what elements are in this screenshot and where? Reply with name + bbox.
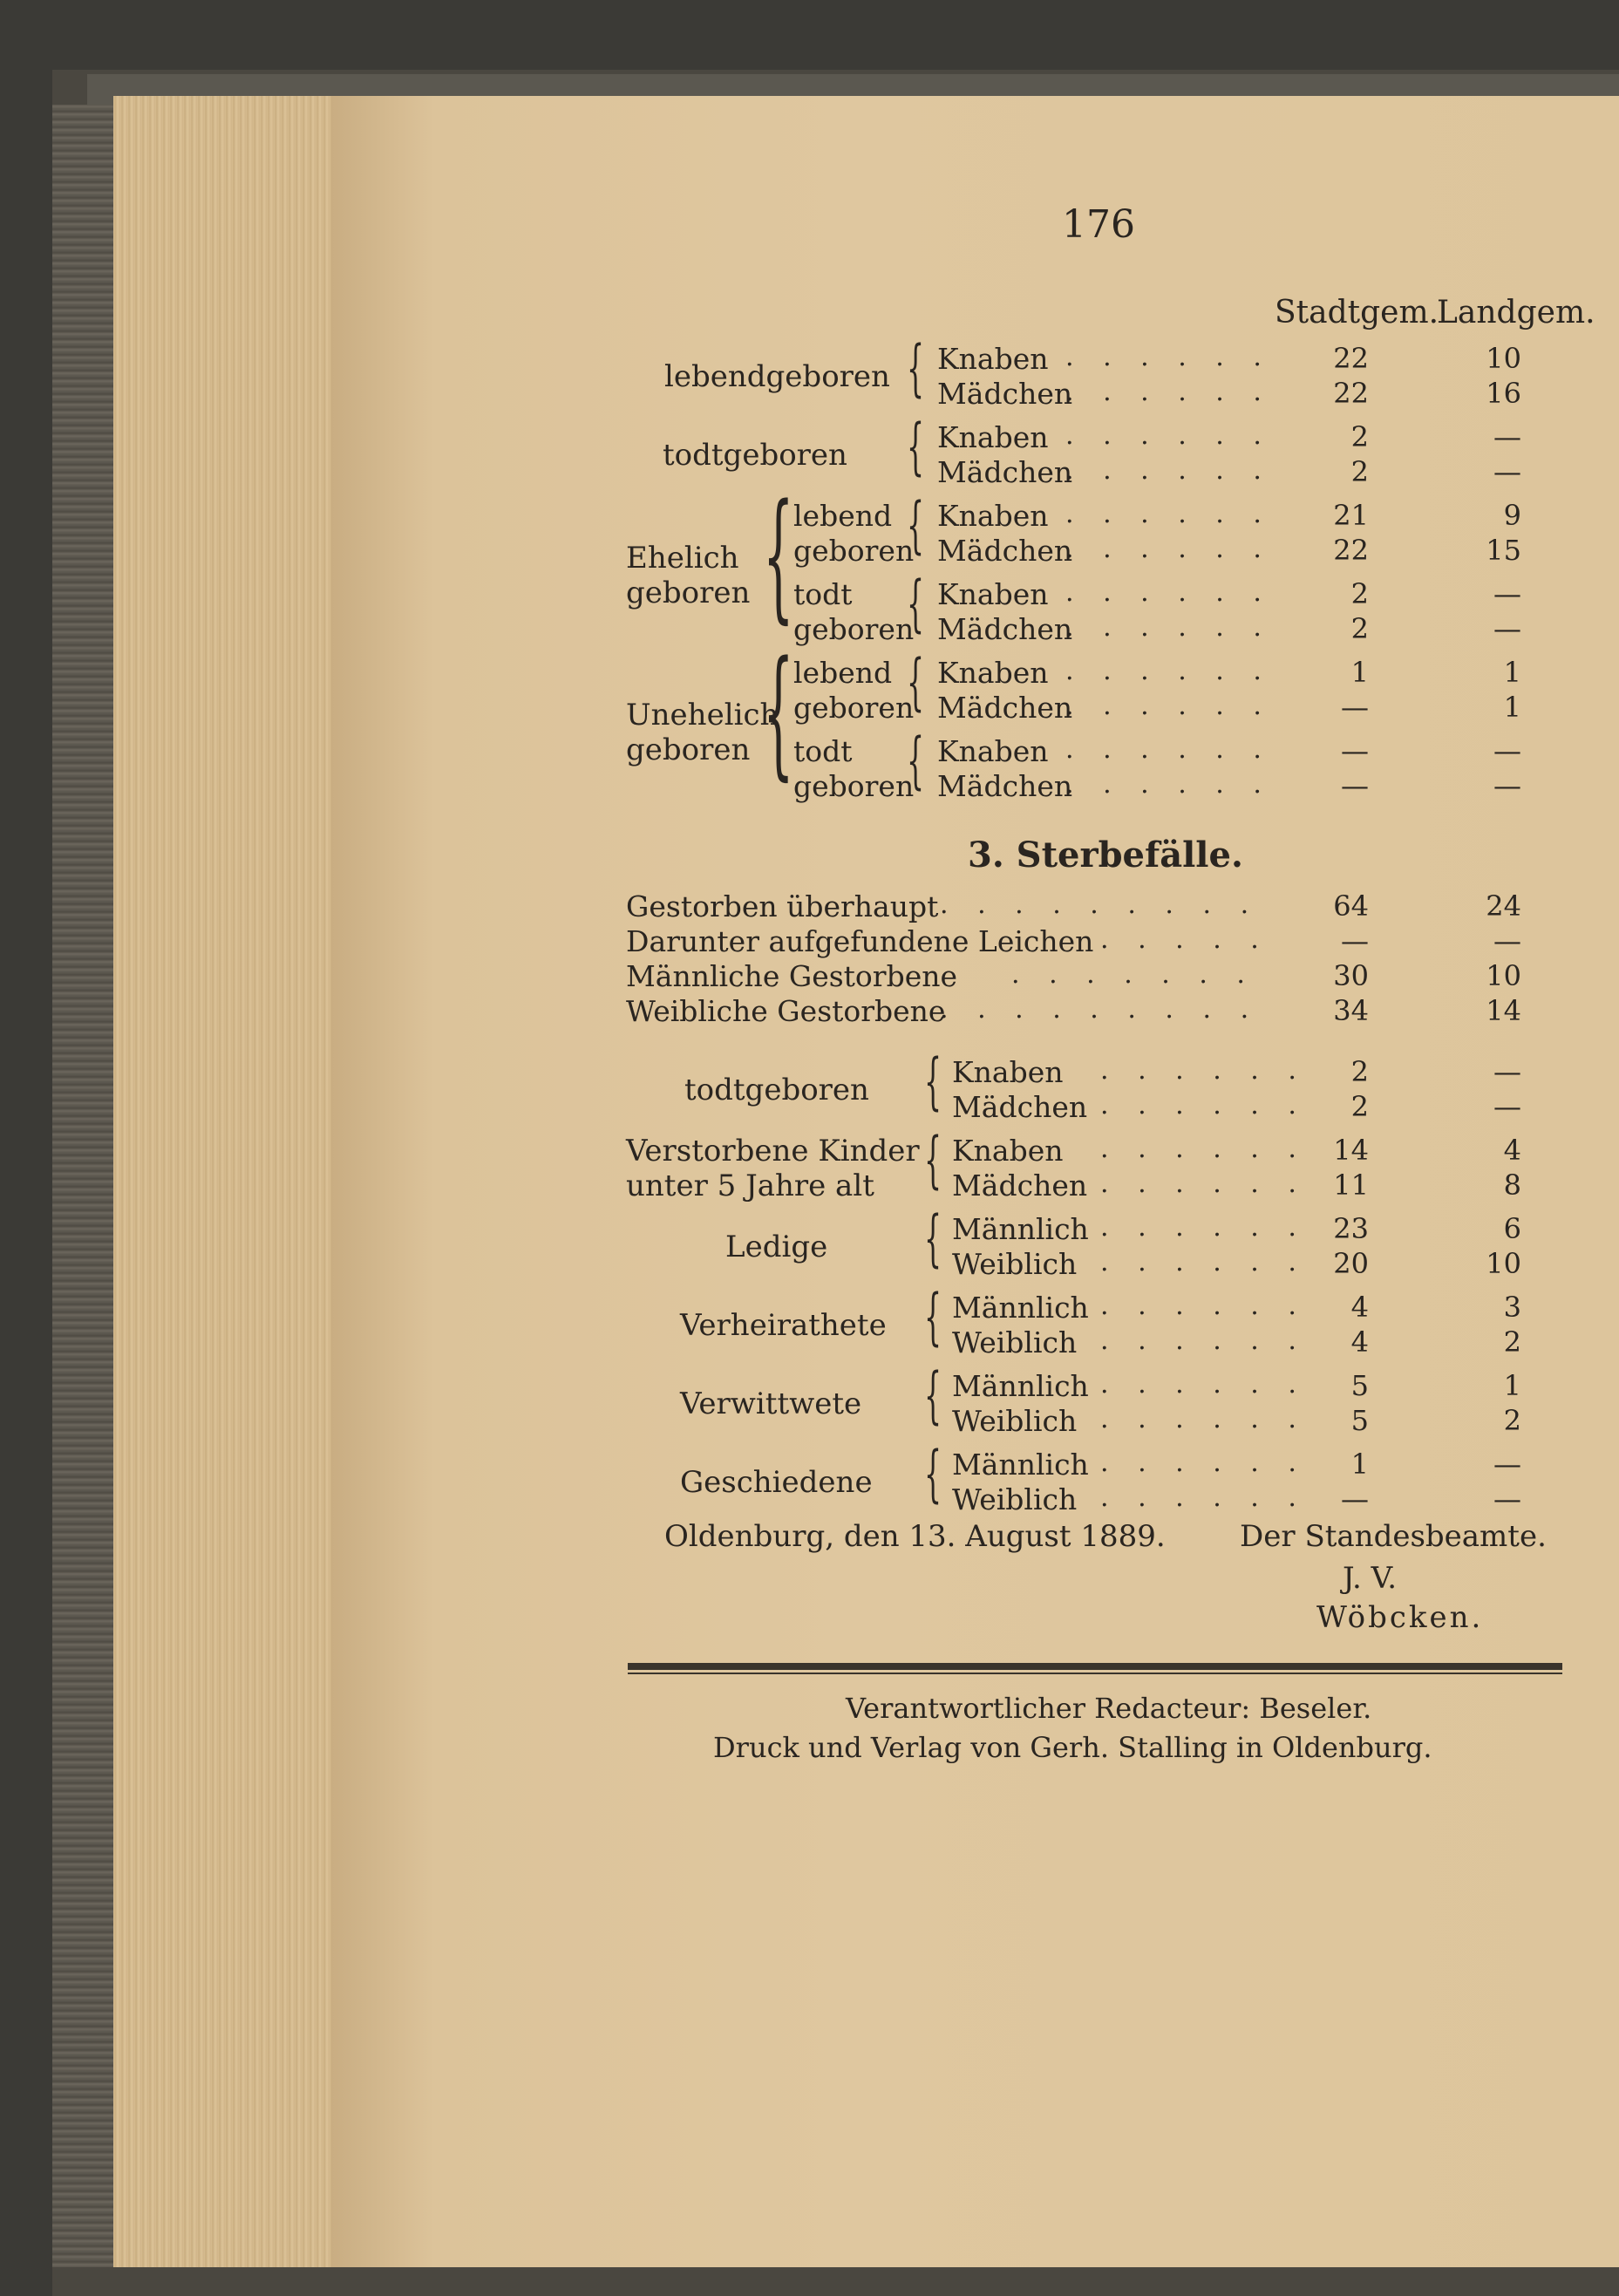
value-land: — bbox=[1493, 734, 1521, 767]
row-label: Weiblich bbox=[952, 1325, 1078, 1359]
value-land: 3 bbox=[1503, 1291, 1521, 1324]
brace-icon: { bbox=[763, 630, 794, 794]
group-label: Verheirathete bbox=[680, 1308, 887, 1343]
section-title: 3. Sterbefälle. bbox=[968, 835, 1243, 875]
brace-icon: { bbox=[924, 1203, 942, 1274]
leader-dots: . . . . . . bbox=[1065, 377, 1272, 407]
sub-label-2: geboren bbox=[793, 691, 915, 725]
group-label: Verwittwete bbox=[680, 1386, 862, 1421]
value-land: — bbox=[1493, 1448, 1521, 1481]
value-land: 8 bbox=[1503, 1168, 1521, 1202]
group-label: Ledige bbox=[725, 1230, 828, 1264]
row-label: Knaben bbox=[937, 420, 1049, 454]
row-label: Männliche Gestorbene bbox=[626, 959, 957, 993]
row-label: Mädchen bbox=[937, 612, 1073, 646]
leader-dots: . . . . . . bbox=[1065, 420, 1272, 451]
row-label: Mädchen bbox=[952, 1168, 1088, 1203]
col-header-land: Landgem. bbox=[1437, 295, 1595, 330]
row-label: Weiblich bbox=[952, 1482, 1078, 1516]
row-label: Darunter aufgefundene Leichen bbox=[626, 924, 1094, 958]
leader-dots: . . . . . . bbox=[1100, 1448, 1307, 1478]
value-land: — bbox=[1493, 420, 1521, 453]
editor-line: Verantwortlicher Redacteur: Beseler. bbox=[846, 1692, 1372, 1725]
value-stadt: 30 bbox=[1333, 959, 1369, 992]
value-stadt: — bbox=[1341, 924, 1369, 957]
value-land: — bbox=[1493, 924, 1521, 957]
col-header-stadt: Stadtgem. bbox=[1275, 295, 1439, 330]
row-label: Gestorben überhaupt bbox=[626, 889, 939, 923]
row-label: Mädchen bbox=[952, 1090, 1088, 1124]
book-spine-edge bbox=[52, 105, 113, 2267]
row-label: Mädchen bbox=[937, 377, 1073, 411]
sub-label-1: lebend bbox=[793, 656, 893, 690]
value-land: 2 bbox=[1503, 1325, 1521, 1359]
value-land: 15 bbox=[1486, 534, 1521, 567]
group-label-1: Verstorbene Kinder bbox=[626, 1134, 920, 1168]
leader-dots: . . . . . . bbox=[1065, 342, 1272, 372]
leader-dots: . . . . . . bbox=[1065, 499, 1272, 529]
value-land: 10 bbox=[1486, 342, 1521, 375]
leader-dots: . . . . . . bbox=[1065, 455, 1272, 486]
row-label: Knaben bbox=[937, 734, 1049, 768]
value-stadt: 22 bbox=[1333, 377, 1369, 410]
brace-icon: { bbox=[907, 568, 925, 639]
brace-icon: { bbox=[907, 411, 925, 482]
value-land: 2 bbox=[1503, 1404, 1521, 1437]
value-land: 10 bbox=[1486, 959, 1521, 992]
sub-label-2: geboren bbox=[793, 534, 915, 568]
value-stadt: 2 bbox=[1350, 612, 1369, 645]
value-stadt: 64 bbox=[1333, 889, 1369, 923]
value-land: 1 bbox=[1503, 691, 1521, 724]
value-stadt: 2 bbox=[1350, 1090, 1369, 1123]
value-land: 14 bbox=[1486, 994, 1521, 1027]
leader-dots: . . . . . . bbox=[1065, 734, 1272, 765]
brace-icon: { bbox=[763, 474, 794, 637]
page-number: 176 bbox=[1062, 202, 1135, 247]
value-land: — bbox=[1493, 1090, 1521, 1123]
sub-label-2: geboren bbox=[793, 769, 915, 803]
brace-icon: { bbox=[924, 1281, 942, 1352]
value-stadt: 4 bbox=[1350, 1291, 1369, 1324]
value-stadt: 5 bbox=[1350, 1369, 1369, 1402]
value-stadt: 2 bbox=[1350, 1055, 1369, 1088]
leader-dots: . . . . . . bbox=[1100, 1482, 1307, 1513]
leader-dots: . . . . . bbox=[1100, 924, 1269, 955]
row-label: Knaben bbox=[937, 656, 1049, 690]
value-stadt: 2 bbox=[1350, 420, 1369, 453]
row-label: Knaben bbox=[952, 1055, 1064, 1089]
value-land: 4 bbox=[1503, 1134, 1521, 1167]
sub-label-1: lebend bbox=[793, 499, 893, 533]
row-label: Weibliche Gestorbene bbox=[626, 994, 946, 1028]
brace-icon: { bbox=[907, 725, 925, 796]
row-label: Knaben bbox=[952, 1134, 1064, 1168]
leader-dots: . . . . . . bbox=[1100, 1404, 1307, 1434]
row-label: Männlich bbox=[952, 1448, 1089, 1482]
value-stadt: 34 bbox=[1333, 994, 1369, 1027]
leader-dots: . . . . . . bbox=[1100, 1134, 1307, 1164]
value-stadt: 21 bbox=[1333, 499, 1369, 532]
signer-initials: J. V. bbox=[1343, 1561, 1398, 1596]
value-stadt: 22 bbox=[1333, 342, 1369, 375]
sub-label-1: todt bbox=[793, 734, 853, 768]
value-land: 24 bbox=[1486, 889, 1521, 923]
value-land: 1 bbox=[1503, 656, 1521, 689]
leader-dots: . . . . . . bbox=[1100, 1168, 1307, 1199]
leader-dots: . . . . . . bbox=[1065, 577, 1272, 608]
footer-rule-thin bbox=[628, 1673, 1562, 1674]
value-stadt: 20 bbox=[1333, 1247, 1369, 1280]
sub-label-2: geboren bbox=[793, 612, 915, 646]
value-land: 16 bbox=[1486, 377, 1521, 410]
leader-dots: . . . . . . bbox=[1100, 1291, 1307, 1321]
value-land: 10 bbox=[1486, 1247, 1521, 1280]
group-label: lebendgeboren bbox=[664, 359, 890, 394]
leader-dots: . . . . . . bbox=[1100, 1055, 1307, 1086]
value-land: — bbox=[1493, 612, 1521, 645]
brace-icon: { bbox=[907, 489, 925, 561]
value-stadt: 11 bbox=[1333, 1168, 1369, 1202]
row-label: Mädchen bbox=[937, 455, 1073, 489]
leader-dots: . . . . . . bbox=[1100, 1325, 1307, 1356]
outer-label-2: geboren bbox=[626, 576, 751, 610]
group-label: todtgeboren bbox=[663, 438, 847, 473]
place-date: Oldenburg, den 13. August 1889. bbox=[664, 1519, 1166, 1554]
outer-label-2: geboren bbox=[626, 732, 751, 767]
value-stadt: — bbox=[1341, 691, 1369, 724]
value-land: 6 bbox=[1503, 1212, 1521, 1245]
leader-dots: . . . . . . bbox=[1065, 691, 1272, 721]
value-land: — bbox=[1493, 769, 1521, 802]
outer-label-1: Ehelich bbox=[626, 541, 739, 576]
row-label: Weiblich bbox=[952, 1404, 1078, 1438]
row-label: Mädchen bbox=[937, 534, 1073, 568]
leader-dots: . . . . . . bbox=[1100, 1247, 1307, 1277]
leader-dots: . . . . . . bbox=[1065, 656, 1272, 686]
value-stadt: — bbox=[1341, 1482, 1369, 1516]
value-stadt: — bbox=[1341, 734, 1369, 767]
brace-icon: { bbox=[924, 1359, 942, 1431]
group-label: todtgeboren bbox=[684, 1073, 869, 1107]
signer-title: Der Standesbeamte. bbox=[1240, 1519, 1547, 1554]
row-label: Männlich bbox=[952, 1369, 1089, 1403]
leader-dots: . . . . . . bbox=[1100, 1369, 1307, 1400]
brace-icon: { bbox=[924, 1124, 942, 1196]
group-label-2: unter 5 Jahre alt bbox=[626, 1168, 874, 1203]
leader-dots: . . . . . . bbox=[1065, 612, 1272, 643]
value-land: — bbox=[1493, 455, 1521, 488]
brace-icon: { bbox=[924, 1438, 942, 1509]
row-label: Männlich bbox=[952, 1212, 1089, 1246]
leader-dots: . . . . . . . . . bbox=[940, 994, 1260, 1025]
leader-dots: . . . . . . bbox=[1100, 1090, 1307, 1121]
value-land: 9 bbox=[1503, 499, 1521, 532]
value-stadt: 1 bbox=[1350, 1448, 1369, 1481]
value-stadt: 4 bbox=[1350, 1325, 1369, 1359]
row-label: Knaben bbox=[937, 499, 1049, 533]
value-stadt: 23 bbox=[1333, 1212, 1369, 1245]
value-stadt: — bbox=[1341, 769, 1369, 802]
row-label: Männlich bbox=[952, 1291, 1089, 1325]
value-stadt: 2 bbox=[1350, 577, 1369, 610]
sub-label-1: todt bbox=[793, 577, 853, 611]
page-stack bbox=[113, 96, 340, 2267]
value-stadt: 14 bbox=[1333, 1134, 1369, 1167]
value-land: — bbox=[1493, 1055, 1521, 1088]
value-land: — bbox=[1493, 1482, 1521, 1516]
value-land: — bbox=[1493, 577, 1521, 610]
row-label: Knaben bbox=[937, 577, 1049, 611]
printer-line: Druck und Verlag von Gerh. Stalling in Oldenburg. bbox=[713, 1731, 1432, 1764]
footer-rule-thick bbox=[628, 1663, 1562, 1670]
row-label: Mädchen bbox=[937, 691, 1073, 725]
brace-icon: { bbox=[907, 646, 925, 718]
leader-dots: . . . . . . . . . bbox=[940, 889, 1260, 920]
group-label: Geschiedene bbox=[680, 1465, 873, 1500]
leader-dots: . . . . . . bbox=[1065, 769, 1272, 800]
leader-dots: . . . . . . bbox=[1100, 1212, 1307, 1243]
value-stadt: 22 bbox=[1333, 534, 1369, 567]
row-label: Weiblich bbox=[952, 1247, 1078, 1281]
signer-name: Wöbcken. bbox=[1316, 1600, 1484, 1635]
row-label: Mädchen bbox=[937, 769, 1073, 803]
value-stadt: 2 bbox=[1350, 455, 1369, 488]
value-stadt: 1 bbox=[1350, 656, 1369, 689]
brace-icon: { bbox=[907, 332, 925, 404]
leader-dots: . . . . . . . bbox=[1011, 959, 1255, 990]
value-land: 1 bbox=[1503, 1369, 1521, 1402]
brace-icon: { bbox=[924, 1046, 942, 1117]
value-stadt: 5 bbox=[1350, 1404, 1369, 1437]
leader-dots: . . . . . . bbox=[1065, 534, 1272, 564]
row-label: Knaben bbox=[937, 342, 1049, 376]
outer-label-1: Unehelich bbox=[626, 698, 779, 732]
